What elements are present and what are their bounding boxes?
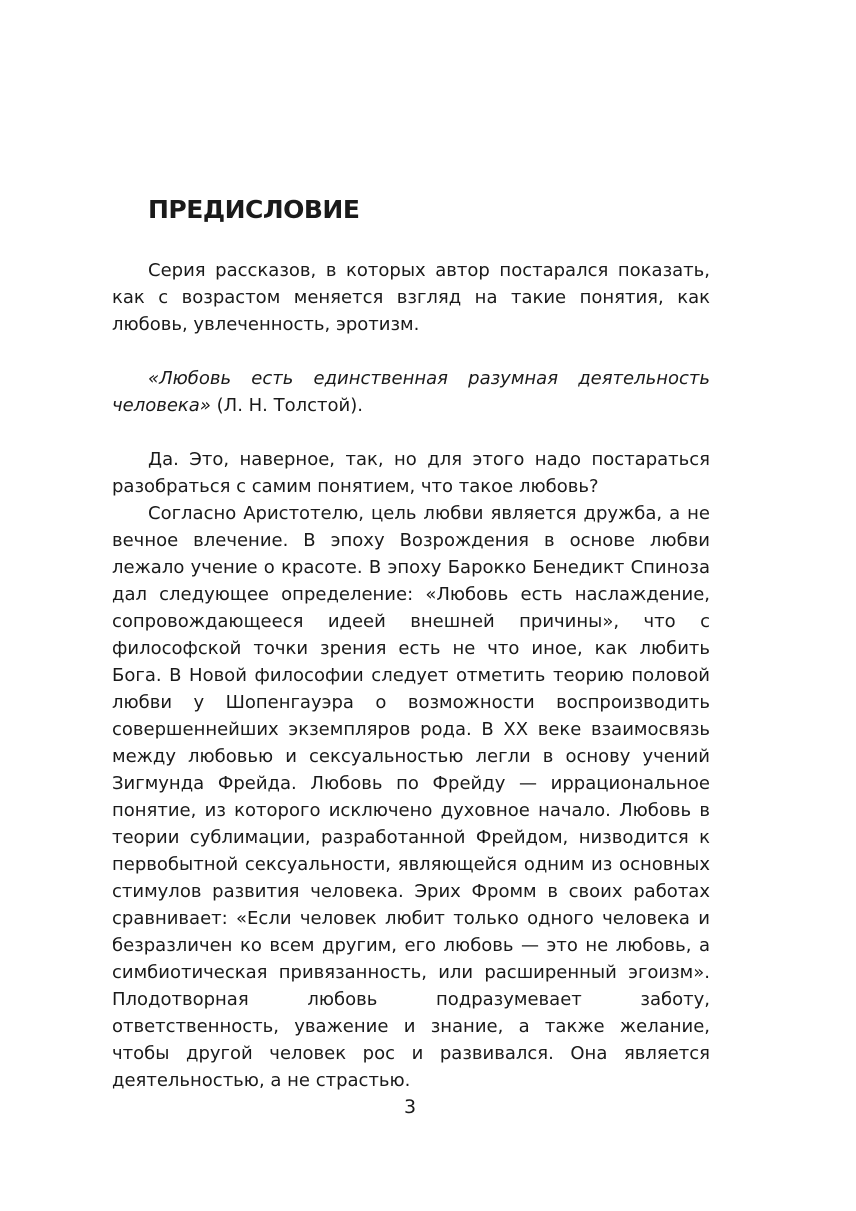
body-paragraph-1: Да. Это, наверное, так, но для этого надо постараться разобраться с самим понятием, что такое любовь? (112, 449, 710, 497)
epigraph-paragraph (112, 365, 710, 419)
body-paragraph-2: Согласно Аристотелю, цель любви является дружба, а не вечное влечение. В эпоху Возрождения в основе любви лежало учение о красоте. В эпоху Барокко Бенедикт Спиноза дал следующее определение: «Любовь есть наслаждение, сопровождающееся идеей внешней причины», что с философской точки зрения есть не что иное, как любить Бога. В Новой философии следует отметить теорию половой любви у Шопенгауэра о возможности воспроизводить совершеннейших экземпляров рода. В XX веке взаимосвязь между любовью и сексуальностью легли в основу учений Зигмунда Фрейда. Любовь по Фрейду — иррациональное понятие, из которого исключено духовное начало. Любовь в теории сублимации, разработанной Фрейдом, низводится к первобытной сексуальности, являющейся одним из основных стимулов развития человека. Эрих Фромм в своих работах сравнивает: «Если человек любит только одного человека и безразличен ко всем другим, его любовь — это не любовь, а симбиотическая привязанность, или расширенный эгоизм». Плодотворная любовь подразумевает заботу, ответственность, уважение и знание, а также желание, чтобы другой человек рос и развивался. Она является деятельностью, а не страстью. (112, 503, 710, 1091)
epigraph-attribution: (Л. Н. Толстой). (210, 395, 363, 416)
epigraph-quote: «Любовь есть единственная разумная деятельность человека» (112, 368, 710, 416)
main-text-block (112, 446, 710, 1094)
page-number: 3 (403, 1096, 417, 1118)
intro-paragraph: Серия рассказов, в которых автор постарался показать, как с возрастом меняется взгляд на такие понятия, как любовь, увлеченность, эротизм. (112, 260, 710, 335)
chapter-heading: ПРЕДИСЛОВИЕ (148, 195, 360, 224)
intro-block (112, 257, 710, 338)
epigraph-block (112, 365, 710, 419)
